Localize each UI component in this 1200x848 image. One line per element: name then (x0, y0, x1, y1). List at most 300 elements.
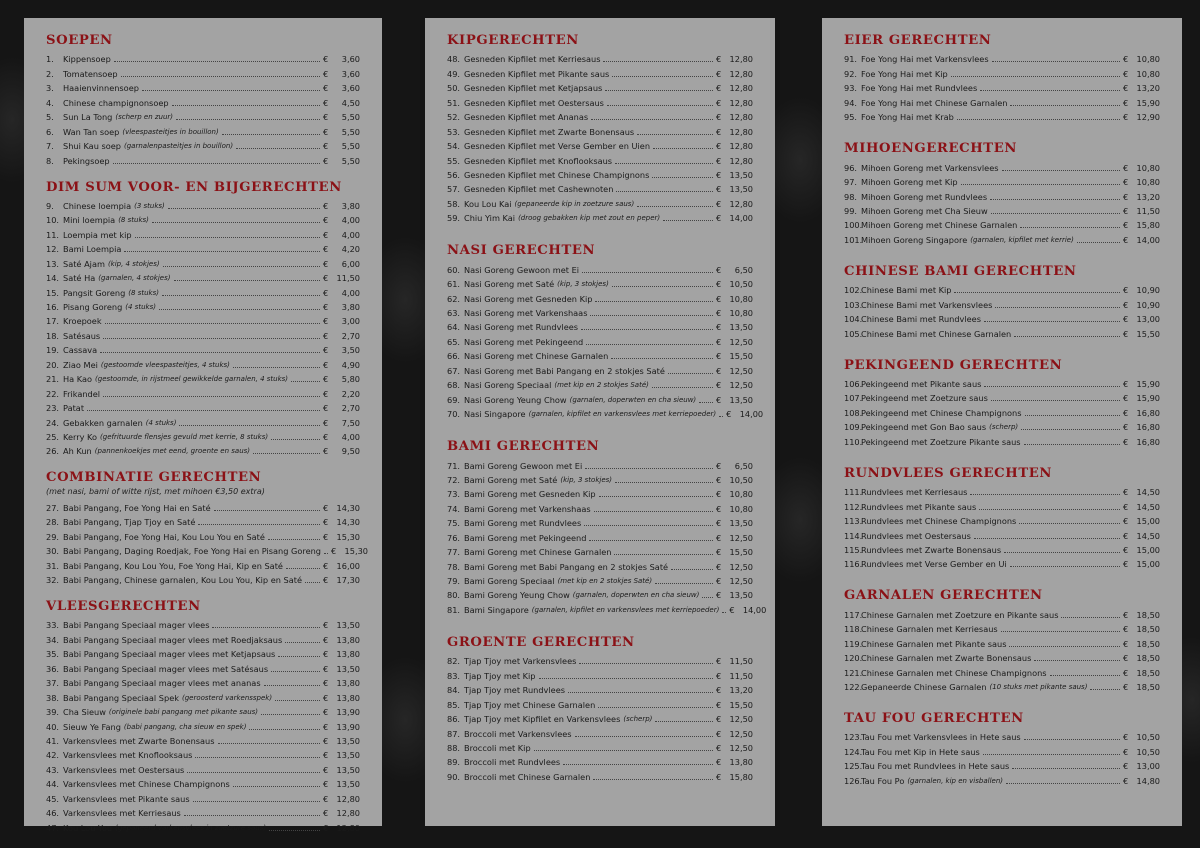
menu-item (46, 385, 360, 399)
currency-symbol: € (716, 460, 722, 471)
dot-leader (1002, 170, 1120, 171)
dot-leader (581, 329, 713, 330)
dot-leader (278, 656, 320, 657)
currency-symbol: € (323, 502, 329, 513)
dot-leader (579, 663, 713, 664)
menu-item (844, 296, 1160, 310)
dot-leader (1061, 617, 1120, 618)
item-name: Tau Fou met Kip in Hete saus (861, 746, 980, 757)
item-price: 12,50 (729, 728, 753, 739)
item-number: 56. (447, 169, 461, 180)
item-price: 2,70 (341, 403, 360, 414)
item-name: Babi Pangang, Tjap Tjoy en Saté (63, 517, 196, 528)
dot-leader (605, 90, 713, 91)
item-note: (originele babi pangang met pikante saus) (108, 708, 259, 717)
item-price: 4,90 (341, 359, 360, 370)
item-number: 124. (844, 746, 863, 757)
menu-item (447, 362, 753, 376)
item-name: Babi Pangang, Kou Lou You, Foe Yong Hai, Kip en Saté (63, 560, 283, 571)
menu-item (844, 743, 1160, 757)
currency-symbol: € (323, 112, 329, 123)
menu-item (844, 758, 1160, 772)
item-number: 49. (447, 68, 461, 79)
item-price: 18,50 (1136, 653, 1160, 664)
item-name: Bami Goreng Speciaal (464, 576, 555, 586)
dot-leader (168, 208, 320, 209)
item-price: 10,80 (729, 308, 753, 318)
currency-symbol: € (1123, 559, 1129, 570)
menu-section (46, 469, 368, 586)
menu-item (447, 290, 753, 304)
item-name: Foe Yong Hai met Rundvlees (861, 83, 978, 94)
menu-item (844, 419, 1160, 433)
item-price: 15,90 (1136, 97, 1160, 108)
dot-leader (983, 754, 1120, 755)
currency-symbol: € (716, 169, 722, 180)
dot-leader (586, 344, 713, 345)
item-price: 13,50 (729, 518, 753, 529)
item-number: 81. (447, 604, 461, 615)
menu-item (844, 231, 1160, 245)
item-name: Broccoli met Kip (464, 742, 531, 753)
menu-item (447, 319, 753, 333)
item-name: Varkensvlees met Kerriesaus (63, 808, 181, 819)
currency-symbol: € (716, 590, 722, 601)
menu-item (447, 138, 753, 152)
menu-item (46, 761, 360, 775)
dot-leader (702, 597, 713, 598)
section-title: COMBINATIE GERECHTEN (46, 470, 262, 486)
currency-symbol: € (1123, 609, 1129, 620)
currency-symbol: € (716, 714, 722, 725)
currency-symbol: € (331, 546, 337, 557)
item-name: Chinese Garnalen met Zoetzure en Pikante saus (861, 609, 1059, 620)
dot-leader (980, 90, 1120, 91)
item-number: 111. (844, 487, 863, 498)
item-name: Bami Goreng met Rundvlees (464, 518, 582, 529)
item-price: 16,00 (336, 560, 360, 571)
item-price: 16,80 (1136, 436, 1160, 447)
item-price: 3,60 (341, 54, 360, 65)
dot-leader (1077, 242, 1120, 243)
item-name: Gesneden Kipfilet met Verse Gember en Uien (464, 141, 651, 152)
menu-section (844, 357, 1160, 448)
item-name: Chinese Garnalen met Kerriesaus (861, 624, 998, 635)
dot-leader (269, 830, 320, 831)
item-number: 98. (844, 191, 858, 202)
menu-item (46, 371, 360, 385)
menu-item (447, 210, 753, 224)
item-number: 3. (46, 83, 54, 94)
item-name: Tjap Tjoy met Rundvlees (464, 685, 566, 696)
item-name: Varkensvlees met Pikante saus (63, 793, 190, 804)
item-note: (garnalen, kip en visballen) (907, 776, 1004, 785)
dot-leader (1001, 631, 1120, 632)
menu-item (447, 768, 753, 782)
menu-item (46, 572, 360, 586)
item-name: Babi Pangang Speciaal mager vlees met Satésaus (63, 663, 269, 674)
item-price: 18,50 (1136, 667, 1160, 678)
currency-symbol: € (323, 634, 329, 645)
menu-item (46, 414, 360, 428)
item-price: 4,00 (341, 287, 360, 298)
item-price: 12,80 (729, 155, 753, 166)
item-name: Kou Lou You (63, 822, 113, 833)
item-name: Gesneden Kipfilet met Oestersaus (464, 97, 604, 108)
item-name: Nasi Goreng met Pekingeend (464, 336, 584, 347)
currency-symbol: € (323, 560, 329, 571)
dot-leader (990, 199, 1120, 200)
menu-item (46, 631, 360, 645)
menu-item (447, 725, 753, 739)
item-name: Mihoen Goreng met Cha Sieuw (861, 205, 988, 216)
item-number: 95. (844, 112, 858, 123)
item-name: Bami Loempia (63, 244, 122, 255)
item-number: 84. (447, 685, 461, 696)
item-price: 7,50 (341, 417, 360, 428)
dot-leader (584, 525, 713, 526)
currency-symbol: € (323, 287, 329, 298)
item-number: 113. (844, 516, 863, 527)
item-price: 10,90 (1136, 299, 1160, 310)
menu-item (46, 790, 360, 804)
currency-symbol: € (323, 200, 329, 211)
currency-symbol: € (1123, 54, 1129, 65)
dot-leader (961, 184, 1120, 185)
item-price: 10,80 (729, 489, 753, 500)
dot-leader (193, 801, 320, 802)
item-name: Saté Ajam (63, 258, 105, 269)
item-name: Haaienvinnensoep (63, 83, 139, 94)
item-name: Tjap Tjoy met Kip (464, 670, 536, 681)
item-name: Nasi Goreng met Chinese Garnalen (464, 351, 609, 362)
item-price: 18,50 (1136, 638, 1160, 649)
item-name: Loempia met kip (63, 229, 132, 240)
dot-leader (105, 323, 320, 324)
item-price: 15,00 (1136, 544, 1160, 555)
item-name: Babi Pangang, Foe Yong Hai en Saté (63, 502, 211, 513)
dot-leader (1020, 227, 1120, 228)
section-title: TAU FOU GERECHTEN (844, 711, 1024, 726)
item-number: 41. (46, 735, 60, 746)
item-name: Foe Yong Hai met Krab (861, 112, 954, 123)
item-number: 107. (844, 393, 863, 404)
item-number: 21. (46, 374, 60, 385)
menu-item (46, 342, 360, 356)
item-note: (8 stuks) (128, 288, 159, 297)
section-title: KIPGERECHTEN (447, 33, 579, 48)
currency-symbol: € (716, 380, 722, 391)
item-number: 51. (447, 97, 461, 108)
menu-item (844, 65, 1160, 79)
menu-item (844, 282, 1160, 296)
item-price: 13,50 (729, 322, 753, 333)
item-price: 12,50 (729, 380, 753, 391)
item-name: Rundvlees met Pikante saus (861, 501, 977, 512)
dot-leader (984, 386, 1120, 387)
item-name: Tomatensoep (63, 68, 118, 79)
menu-item (447, 406, 764, 420)
dot-leader (614, 554, 713, 555)
dot-leader (1090, 689, 1120, 690)
dot-leader (1050, 675, 1120, 676)
dot-leader (991, 213, 1120, 214)
item-number: 63. (447, 308, 461, 318)
dot-leader (589, 540, 713, 541)
currency-symbol: € (323, 707, 329, 718)
menu-item (46, 356, 360, 370)
item-name: Gesneden Kipfilet met Ketjapsaus (464, 83, 603, 94)
item-price: 15,90 (1136, 379, 1160, 389)
item-number: 65. (447, 336, 461, 347)
item-price: 12,50 (729, 365, 753, 376)
dot-leader (699, 402, 713, 403)
item-number: 88. (447, 742, 461, 753)
item-note: (gepaneerde kip in zoetzure saus) (514, 199, 635, 208)
currency-symbol: € (716, 112, 722, 123)
currency-symbol: € (716, 68, 722, 79)
dot-leader (603, 61, 713, 62)
currency-symbol: € (1123, 436, 1129, 447)
item-name: Gepaneerde Chinese Garnalen (861, 682, 987, 692)
item-price: 11,50 (1136, 205, 1160, 216)
currency-symbol: € (716, 771, 722, 782)
currency-symbol: € (1123, 299, 1129, 310)
currency-symbol: € (323, 97, 329, 108)
item-name: Shui Kau soep (63, 141, 121, 152)
item-price: 15,80 (729, 771, 753, 782)
menu-item (447, 500, 753, 514)
menu-item (46, 443, 360, 457)
item-price: 15,80 (1136, 220, 1160, 231)
dot-leader (995, 307, 1120, 308)
menu-item (447, 51, 753, 65)
menu-item (447, 667, 753, 681)
dot-leader (957, 119, 1120, 120)
item-number: 43. (46, 764, 60, 775)
item-name: Satésaus (63, 330, 101, 341)
item-number: 76. (447, 532, 461, 543)
dot-leader (275, 700, 320, 701)
dot-leader (121, 76, 320, 77)
item-price: 13,50 (336, 764, 360, 775)
item-price: 11,50 (336, 273, 360, 284)
item-note: (garnalen, 4 stokjes) (98, 274, 171, 283)
item-name: Babi Pangang, Chinese garnalen, Kou Lou You, Kip en Saté (63, 575, 302, 585)
item-note: (4 stuks) (125, 303, 156, 311)
menu-item (844, 109, 1160, 123)
item-price: 15,50 (729, 699, 753, 710)
item-name: Pekingeend met Zoetzure Pikante saus (861, 436, 1021, 447)
currency-symbol: € (323, 403, 329, 414)
menu-item (46, 284, 360, 298)
item-number: 86. (447, 714, 461, 725)
currency-symbol: € (1123, 624, 1129, 635)
dot-leader (103, 338, 320, 339)
item-price: 13,20 (729, 685, 753, 696)
currency-symbol: € (323, 273, 329, 284)
section-title: CHINESE BAMI GERECHTEN (844, 263, 1077, 279)
item-number: 125. (844, 761, 863, 772)
item-price: 10,50 (729, 279, 753, 290)
currency-symbol: € (323, 141, 329, 152)
item-number: 71. (447, 460, 461, 471)
menu-item (844, 80, 1160, 94)
menu-item (46, 557, 360, 571)
item-price: 13,80 (336, 649, 360, 660)
item-number: 114. (844, 530, 863, 541)
item-number: 60. (447, 264, 461, 275)
item-number: 70. (447, 409, 461, 420)
dot-leader (575, 736, 713, 737)
menu-column-3 (822, 18, 1182, 826)
currency-symbol: € (323, 54, 329, 65)
currency-symbol: € (716, 474, 722, 485)
item-number: 64. (447, 322, 461, 333)
item-name: Tau Fou met Varkensvlees in Hete saus (861, 732, 1021, 743)
item-name: Nasi Singapore (464, 409, 526, 420)
item-note: (4 stuks) (145, 418, 177, 427)
item-price: 13,80 (336, 678, 360, 689)
item-number: 74. (447, 503, 461, 514)
menu-item (447, 348, 753, 362)
menu-section (844, 32, 1160, 123)
currency-symbol: € (1123, 112, 1129, 123)
menu-item (46, 65, 360, 79)
menu-item (447, 711, 753, 725)
item-number: 9. (46, 200, 54, 211)
item-number: 7. (46, 141, 54, 152)
dot-leader (591, 119, 713, 120)
item-price: 12,80 (729, 126, 753, 137)
dot-leader (719, 416, 723, 417)
item-name: Tjap Tjoy met Kipfilet en Varkensvlees (464, 714, 621, 725)
item-name: Gesneden Kipfilet met Ananas (464, 112, 589, 123)
section-title: DIM SUM VOOR- EN BIJGERECHTEN (46, 179, 342, 195)
item-price: 2,20 (341, 388, 360, 399)
menu-item (46, 80, 360, 94)
dot-leader (652, 387, 713, 388)
item-name: Sun La Tong (63, 112, 113, 123)
item-name: Ah Kun (63, 446, 92, 457)
currency-symbol: € (323, 649, 329, 660)
menu-item (46, 51, 360, 65)
currency-symbol: € (323, 431, 329, 442)
currency-symbol: € (716, 699, 722, 710)
item-price: 4,00 (341, 431, 360, 442)
menu-item (844, 484, 1160, 498)
dot-leader (722, 612, 726, 613)
item-number: 45. (46, 793, 60, 804)
item-note: (10 stuks met pikante saus) (989, 683, 1088, 691)
item-price: 10,80 (729, 503, 753, 514)
item-name: Mihoen Goreng met Chinese Garnalen (861, 220, 1018, 231)
item-price: 12,80 (729, 141, 753, 152)
currency-symbol: € (1123, 285, 1129, 296)
section-title: NASI GERECHTEN (447, 243, 596, 259)
dot-leader (100, 352, 320, 353)
currency-symbol: € (716, 126, 722, 137)
item-price: 15,30 (336, 531, 360, 542)
item-name: Nasi Goreng Gewoon met Ei (464, 264, 580, 275)
item-price: 3,00 (341, 316, 360, 327)
dot-leader (970, 494, 1120, 495)
item-price: 3,60 (341, 83, 360, 94)
item-name: Tjap Tjoy met Varkensvlees (464, 656, 577, 667)
menu-item (46, 675, 360, 689)
item-name: Bami Goreng met Saté (464, 474, 558, 485)
item-number: 29. (46, 531, 60, 542)
item-note: (gefrituurde flensjes gevuld met kerrie, 8 stuks) (100, 432, 269, 441)
menu-item (844, 51, 1160, 65)
dot-leader (539, 678, 714, 679)
item-price: 6,50 (734, 460, 753, 471)
currency-symbol: € (323, 83, 329, 94)
dot-leader (611, 358, 713, 359)
item-price: 14,00 (739, 409, 764, 420)
item-name: Chinese Garnalen met Pikante saus (861, 638, 1007, 649)
currency-symbol: € (323, 215, 329, 226)
menu-section (844, 587, 1160, 693)
dot-leader (599, 496, 713, 497)
dot-leader (594, 511, 713, 512)
item-name: Babi Pangang Speciaal mager vlees (63, 620, 210, 631)
currency-symbol: € (1123, 422, 1129, 433)
item-price: 14,80 (1136, 775, 1160, 786)
menu-item (844, 311, 1160, 325)
dot-leader (87, 410, 320, 411)
item-price: 14,50 (1136, 501, 1160, 512)
item-name: Saté Ha (63, 273, 96, 284)
item-price: 12,80 (729, 83, 753, 94)
item-price: 12,80 (336, 793, 360, 804)
dot-leader (286, 568, 320, 569)
currency-symbol: € (1123, 191, 1129, 202)
item-price: 15,50 (729, 547, 753, 558)
item-number: 53. (447, 126, 461, 137)
currency-symbol: € (1123, 732, 1129, 743)
item-name: Nasi Goreng Yeung Chow (464, 394, 567, 405)
item-number: 55. (447, 155, 461, 166)
menu-item (844, 650, 1160, 664)
item-price: 3,80 (341, 200, 360, 211)
dot-leader (1006, 783, 1120, 784)
item-price: 15,00 (1136, 559, 1160, 570)
item-name: Rundvlees met Chinese Champignons (861, 516, 1017, 527)
menu-item (447, 754, 753, 768)
menu-section (447, 438, 767, 616)
item-number: 26. (46, 446, 60, 457)
dot-leader (582, 272, 713, 273)
menu-section (447, 242, 764, 420)
menu-item (844, 498, 1160, 512)
item-number: 92. (844, 68, 858, 79)
dot-leader (1010, 105, 1120, 106)
currency-symbol: € (1123, 487, 1129, 498)
item-price: 10,80 (1136, 54, 1160, 65)
item-price: 13,50 (729, 169, 753, 180)
currency-symbol: € (716, 561, 722, 572)
item-price: 13,80 (336, 692, 360, 703)
item-name: Gebakken garnalen (63, 417, 143, 428)
item-price: 16,80 (1136, 422, 1160, 433)
currency-symbol: € (323, 822, 329, 833)
currency-symbol: € (716, 532, 722, 543)
currency-symbol: € (729, 604, 735, 615)
item-name: Foe Yong Hai met Kip (861, 68, 948, 79)
item-price: 14,30 (336, 502, 360, 513)
item-name: Babi Pangang Speciaal mager vlees met Roedjaksaus (63, 634, 283, 645)
